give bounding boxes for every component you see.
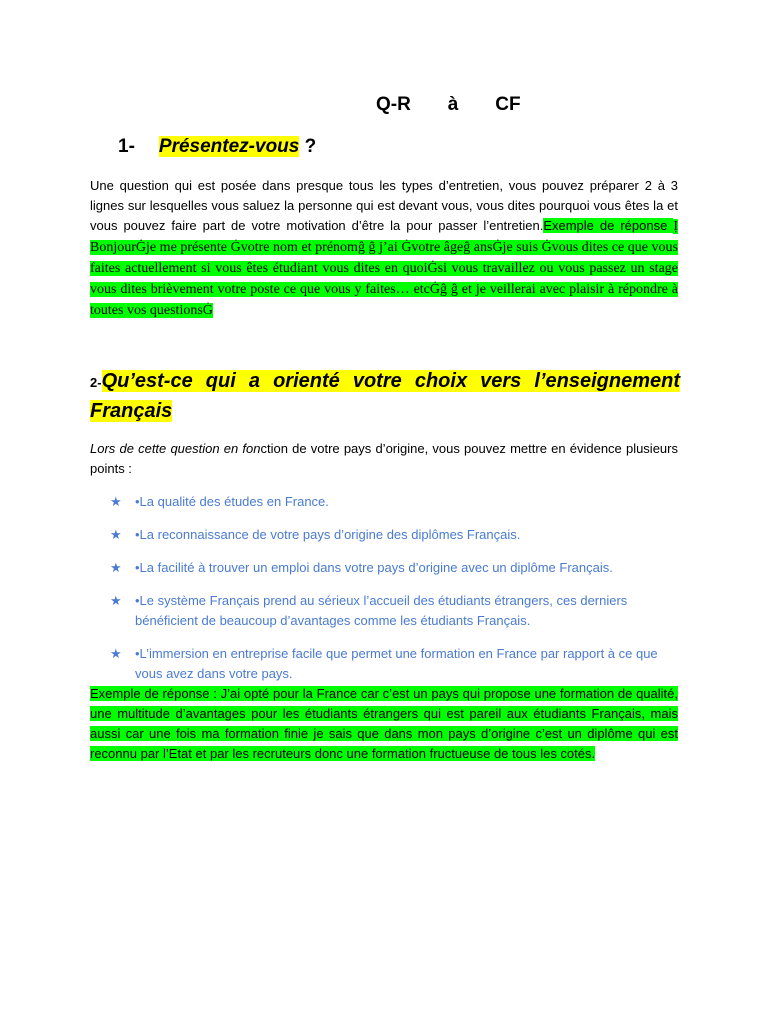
list-item — [110, 558, 670, 578]
section1-heading-suffix: ? — [299, 136, 317, 157]
list-item — [110, 525, 670, 545]
star-icon: ★ — [110, 560, 122, 575]
section1-heading — [118, 136, 316, 158]
star-icon: ★ — [110, 593, 122, 608]
list-item — [110, 591, 670, 631]
list-item-text: •La facilité à trouver un emploi dans votre pays d’origine avec un diplôme Français. — [135, 560, 613, 575]
section2-heading — [90, 367, 680, 425]
section1-intro: Une question qui est posée dans presque tous les types d’entretien, vous pouvez préparer 2 à 3 lignes sur lesquelles vous saluez la personne qui est devant vous, vous dites pourquoi vous êtes la et vous pouvez faire part de votre motivation d’être la pour passer l’entretien. — [90, 178, 678, 233]
list-item-text: •Le système Français prend au sérieux l’accueil des étudiants étrangers, ces derniers bénéficient de beaucoup d’avantages comme les étudiants Français. — [135, 593, 628, 628]
list-item-text: •La qualité des études en France. — [135, 494, 329, 509]
section2-intro-italic: Lors de cette question en fon — [90, 441, 261, 456]
star-icon: ★ — [110, 494, 122, 509]
star-icon: ★ — [110, 527, 122, 542]
section1-example-text: Ị BonjourĠje me présente Ġvotre nom et prénomĝ ĝ j’ai Ġvotre âgeĝ ansĠje suis Ġvous dites ce que vous faites actuellement si vous êtes étudiant vous dites en quoiĠsi vous travaillez ou vous passez un stage vous dites brièvement votre poste ce que vous y faites… etcĠĝ ĝ et je veillerai avec plaisir à répondre à toutes vos questionsĠ — [90, 219, 678, 318]
points-list — [110, 492, 670, 697]
section2-number: 2- — [90, 375, 102, 390]
section2-example — [90, 684, 678, 764]
section1-heading-text: Présentez-vous — [158, 136, 300, 157]
section2-example-text: Exemple de réponse : J’ai opté pour la France car c’est un pays qui propose une formation de qualité, une multitude d’avantages pour les étudiants étrangers qui est pareil aux étudiants Français, mais aussi car une fois ma formation finie je sais que dans mon pays d’origine c’est un diplôme qui est reconnu par l’Etat et par les recruteurs donc une formation fructueuse de tous les cotés. — [90, 686, 678, 761]
list-item — [110, 644, 670, 684]
section1-example-label: Exemple de réponse — [543, 218, 674, 233]
section2-heading-text: Qu’est-ce qui a orienté votre choix vers l’enseignement Français — [90, 370, 680, 422]
section1-paragraph — [90, 176, 678, 321]
list-item-text: •La reconnaissance de votre pays d’origine des diplômes Français. — [135, 527, 521, 542]
section2-intro-rest: ction de votre pays d’origine, vous pouvez mettre en évidence plusieurs points : — [90, 441, 678, 476]
list-item — [110, 492, 670, 512]
document-title: Q-R à CF — [376, 94, 521, 115]
star-icon: ★ — [110, 646, 122, 661]
list-item-text: •L’immersion en entreprise facile que permet une formation en France par rapport à ce que vous avez dans votre pays. — [135, 646, 658, 681]
section2-intro — [90, 439, 678, 479]
section1-number: 1- — [118, 136, 135, 157]
